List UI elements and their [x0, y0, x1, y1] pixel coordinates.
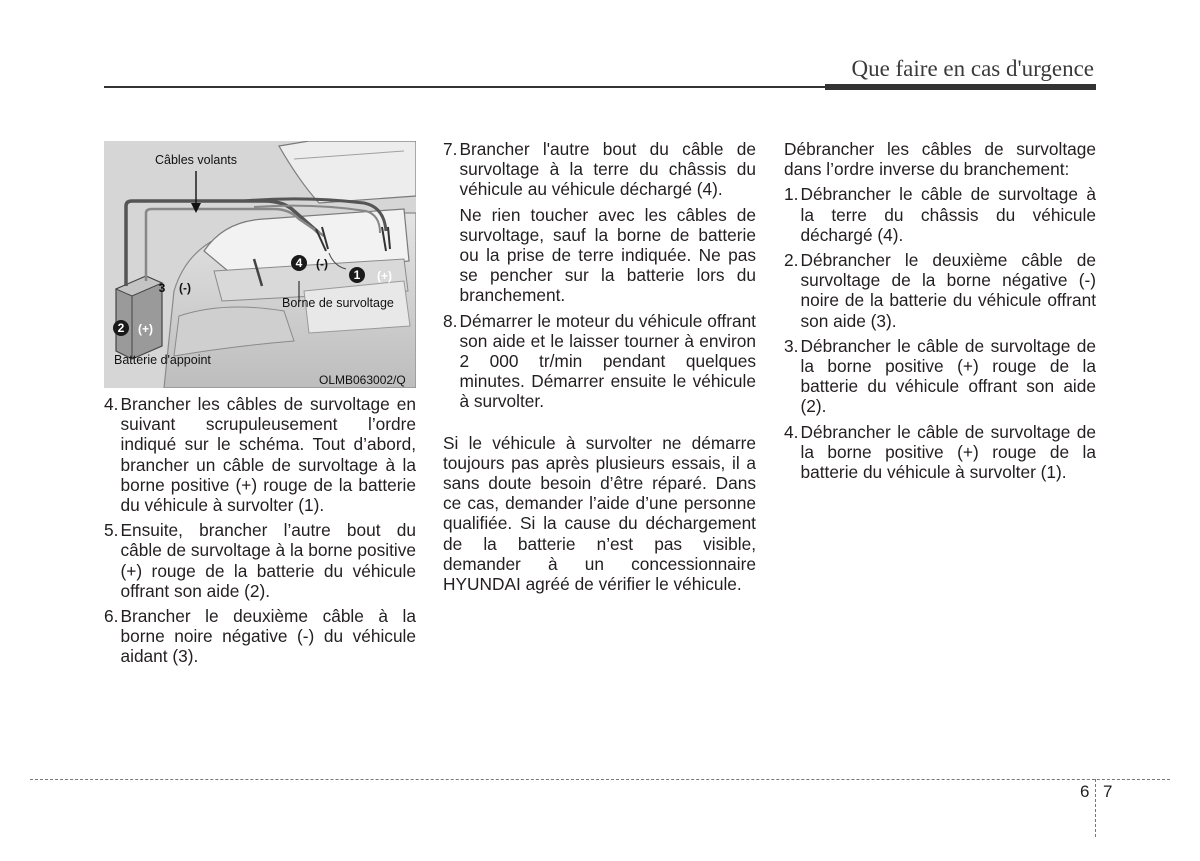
- step-7: [443, 139, 756, 200]
- column-1: [104, 394, 416, 667]
- column-3: [784, 139, 1096, 482]
- marker-3: 3: [158, 281, 166, 295]
- step-7-text: Brancher l'autre bout du câble de survoltage à la terre du châssis du véhicule au véhicule déchargé (4).: [459, 139, 756, 200]
- label-booster-battery: Batterie d'appoint: [114, 353, 211, 367]
- step-5-number: 5.: [104, 520, 119, 541]
- disconnect-step-1-number: 1.: [784, 184, 799, 205]
- label-booster-terminal: Borne de survoltage: [282, 296, 394, 310]
- figure-code: OLMB063002/Q: [319, 373, 406, 387]
- step-8: [443, 311, 756, 412]
- disconnect-step-2: [784, 250, 1096, 331]
- footer-dashed-rule: [30, 779, 1170, 780]
- disconnect-step-2-number: 2.: [784, 250, 799, 271]
- disconnect-step-4: [784, 422, 1096, 483]
- page-number: 7: [1103, 782, 1113, 801]
- disconnect-step-3-text: Débrancher le câble de survoltage de la borne positive (+) rouge de la batterie du véhicule offrant son aide (2).: [800, 335, 1096, 417]
- step-5: [104, 520, 416, 601]
- marker-1: 1: [349, 267, 365, 283]
- disconnect-step-3: [784, 336, 1096, 417]
- step-8-number: 8.: [443, 310, 458, 331]
- step-6-text: Brancher le deuxième câble à la borne noire négative (-) du véhicule aidant (3).: [120, 606, 416, 667]
- step-5-text: Ensuite, brancher l’autre bout du câble de survoltage à la borne positive (+) rouge de la batterie du véhicule offrant son aide (2).: [120, 520, 416, 601]
- disconnect-step-4-text: Débrancher le câble de survoltage de la borne positive (+) rouge de la batterie du véhicule à survolter (1).: [800, 421, 1096, 483]
- car-trunk-drawing: [104, 141, 416, 388]
- repair-paragraph: Si le véhicule à survolter ne démarre toujours pas après plusieurs essais, il a sans doute besoin d’être réparé. Dans ce cas, demander l’aide d’une personne qualifiée. Si la cause du déchargement de la batterie n’est pas visible, demander à un concessionnaire HYUNDAI agréé de vérifier le véhicule.: [443, 432, 756, 595]
- disconnect-step-2-text: Débrancher le deuxième câble de survoltage de la borne négative (-) noire de la batterie du véhicule offrant son aide (3).: [800, 250, 1096, 331]
- safety-note: Ne rien toucher avec les câbles de survoltage, sauf la borne de batterie ou la prise de terre indiquée. Ne pas se pencher sur la batterie lors du branchement.: [459, 204, 756, 306]
- step-7-number: 7.: [443, 139, 458, 159]
- page-header-title: Que faire en cas d'urgence: [851, 56, 1094, 81]
- marker-1-sign: (+): [377, 269, 392, 283]
- header-rule-accent: [825, 84, 1096, 90]
- disconnect-step-1-text: Débrancher le câble de survoltage à la terre du châssis du véhicule déchargé (4).: [800, 184, 1096, 245]
- disconnect-step-1: [784, 184, 1096, 245]
- step-6: [104, 606, 416, 667]
- chapter-number: 6: [1080, 782, 1090, 801]
- marker-2: 2: [113, 320, 129, 336]
- step-8-text: Démarrer le moteur du véhicule offrant son aide et le laisser tourner à environ 2 000 tr/min pendant quelques minutes. Démarrer ensuite le véhicule à survolter.: [459, 310, 756, 412]
- label-jumper-cables: Câbles volants: [155, 153, 237, 167]
- column-2: [443, 139, 756, 594]
- jump-start-illustration: [104, 141, 416, 388]
- marker-3-sign: (-): [179, 281, 191, 295]
- disconnect-step-4-number: 4.: [784, 421, 799, 442]
- marker-4: 4: [291, 255, 307, 271]
- marker-4-sign: (-): [316, 257, 328, 271]
- step-4-number: 4.: [104, 394, 119, 414]
- step-4: [104, 394, 416, 515]
- step-6-number: 6.: [104, 606, 119, 627]
- disconnect-intro: Débrancher les câbles de survoltage dans l’ordre inverse du branchement:: [784, 139, 1096, 180]
- disconnect-step-3-number: 3.: [784, 335, 799, 356]
- footer-vertical-dashed-rule: [1095, 779, 1096, 837]
- step-4-text: Brancher les câbles de survoltage en suivant scrupuleusement l’ordre indiqué sur le schéma. Tout d’abord, brancher un câble de survoltage à la borne positive (+) rouge de la batterie du véhicule à survolter (1).: [120, 394, 416, 516]
- marker-2-sign: (+): [138, 322, 153, 336]
